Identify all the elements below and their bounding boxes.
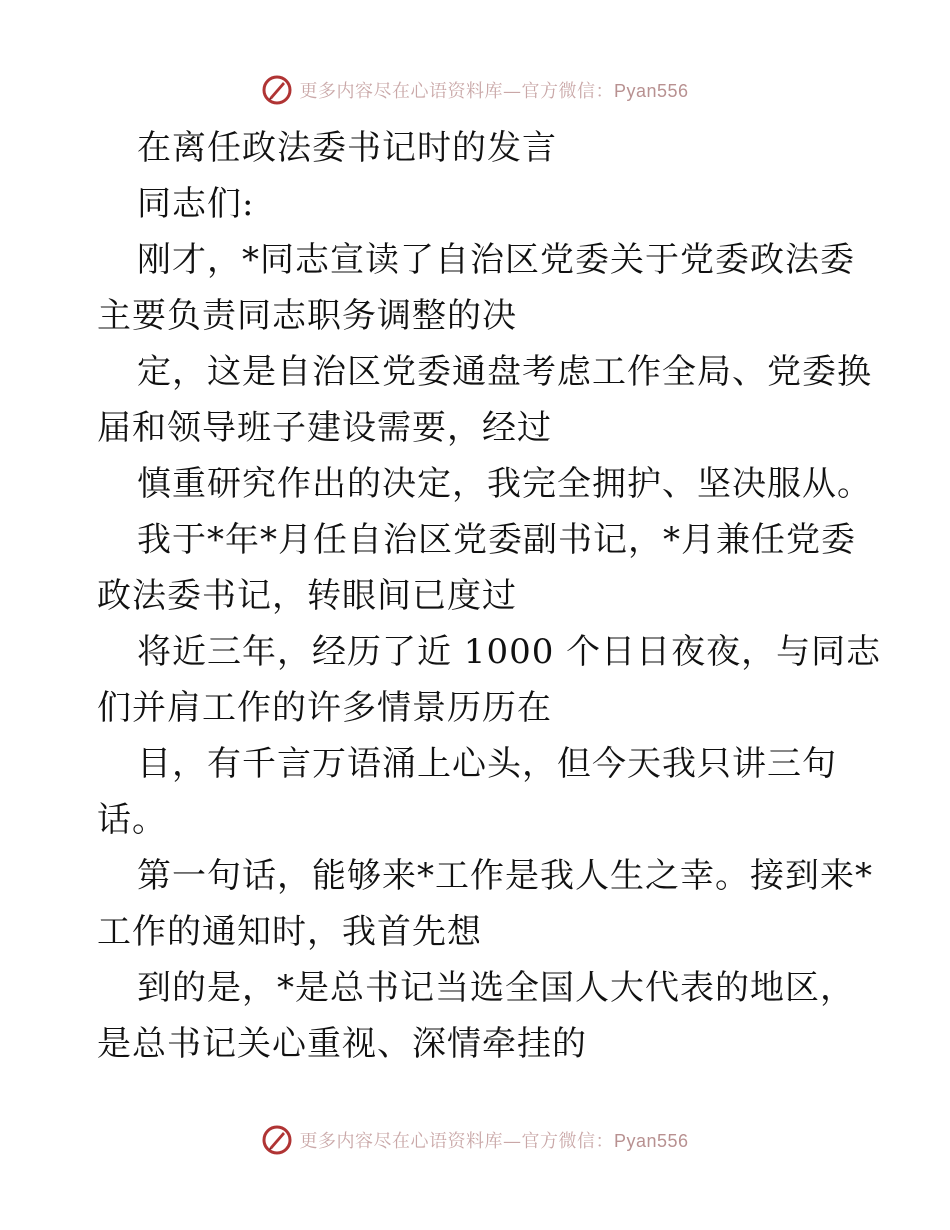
header-watermark	[0, 70, 950, 110]
watermark-text: 更多内容尽在心语资料库—官方微信：Pyan556	[299, 81, 689, 102]
text-line: 刚才，*同志宣读了自治区党委关于党委政法委	[137, 240, 855, 280]
text-line: 话。	[97, 800, 167, 840]
text-line: 目，有千言万语涌上心头，但今天我只讲三句	[137, 744, 837, 784]
text-line: 政法委书记，转眼间已度过	[97, 576, 517, 616]
text-line: 是总书记关心重视、深情牵挂的	[97, 1024, 587, 1064]
text-line: 慎重研究作出的决定，我完全拥护、坚决服从。	[137, 464, 872, 504]
text-line: 到的是，*是总书记当选全国人大代表的地区，	[137, 968, 855, 1008]
watermark-text: 更多内容尽在心语资料库—官方微信：Pyan556	[299, 1131, 689, 1152]
text-line: 第一句话，能够来*工作是我人生之幸。接到来*	[137, 856, 873, 896]
text-line: 同志们:	[137, 184, 255, 224]
quill-logo-icon	[261, 1124, 293, 1156]
text-line: 定，这是自治区党委通盘考虑工作全局、党委换	[137, 352, 872, 392]
watermark-account: Pyan556	[613, 81, 689, 101]
quill-logo-icon	[261, 74, 293, 106]
text-line: 届和领导班子建设需要，经过	[97, 408, 552, 448]
text-line: 主要负责同志职务调整的决	[97, 296, 517, 336]
text-line: 将近三年，经历了近 1000 个日日夜夜，与同志	[137, 632, 882, 672]
text-line: 我于*年*月任自治区党委副书记，*月兼任党委	[137, 520, 856, 560]
footer-watermark	[0, 1120, 950, 1160]
text-line: 工作的通知时，我首先想	[97, 912, 482, 952]
document-body	[97, 120, 882, 1072]
text-line: 们并肩工作的许多情景历历在	[97, 688, 552, 728]
document-title: 在离任政法委书记时的发言	[137, 128, 557, 168]
watermark-account: Pyan556	[613, 1131, 689, 1151]
